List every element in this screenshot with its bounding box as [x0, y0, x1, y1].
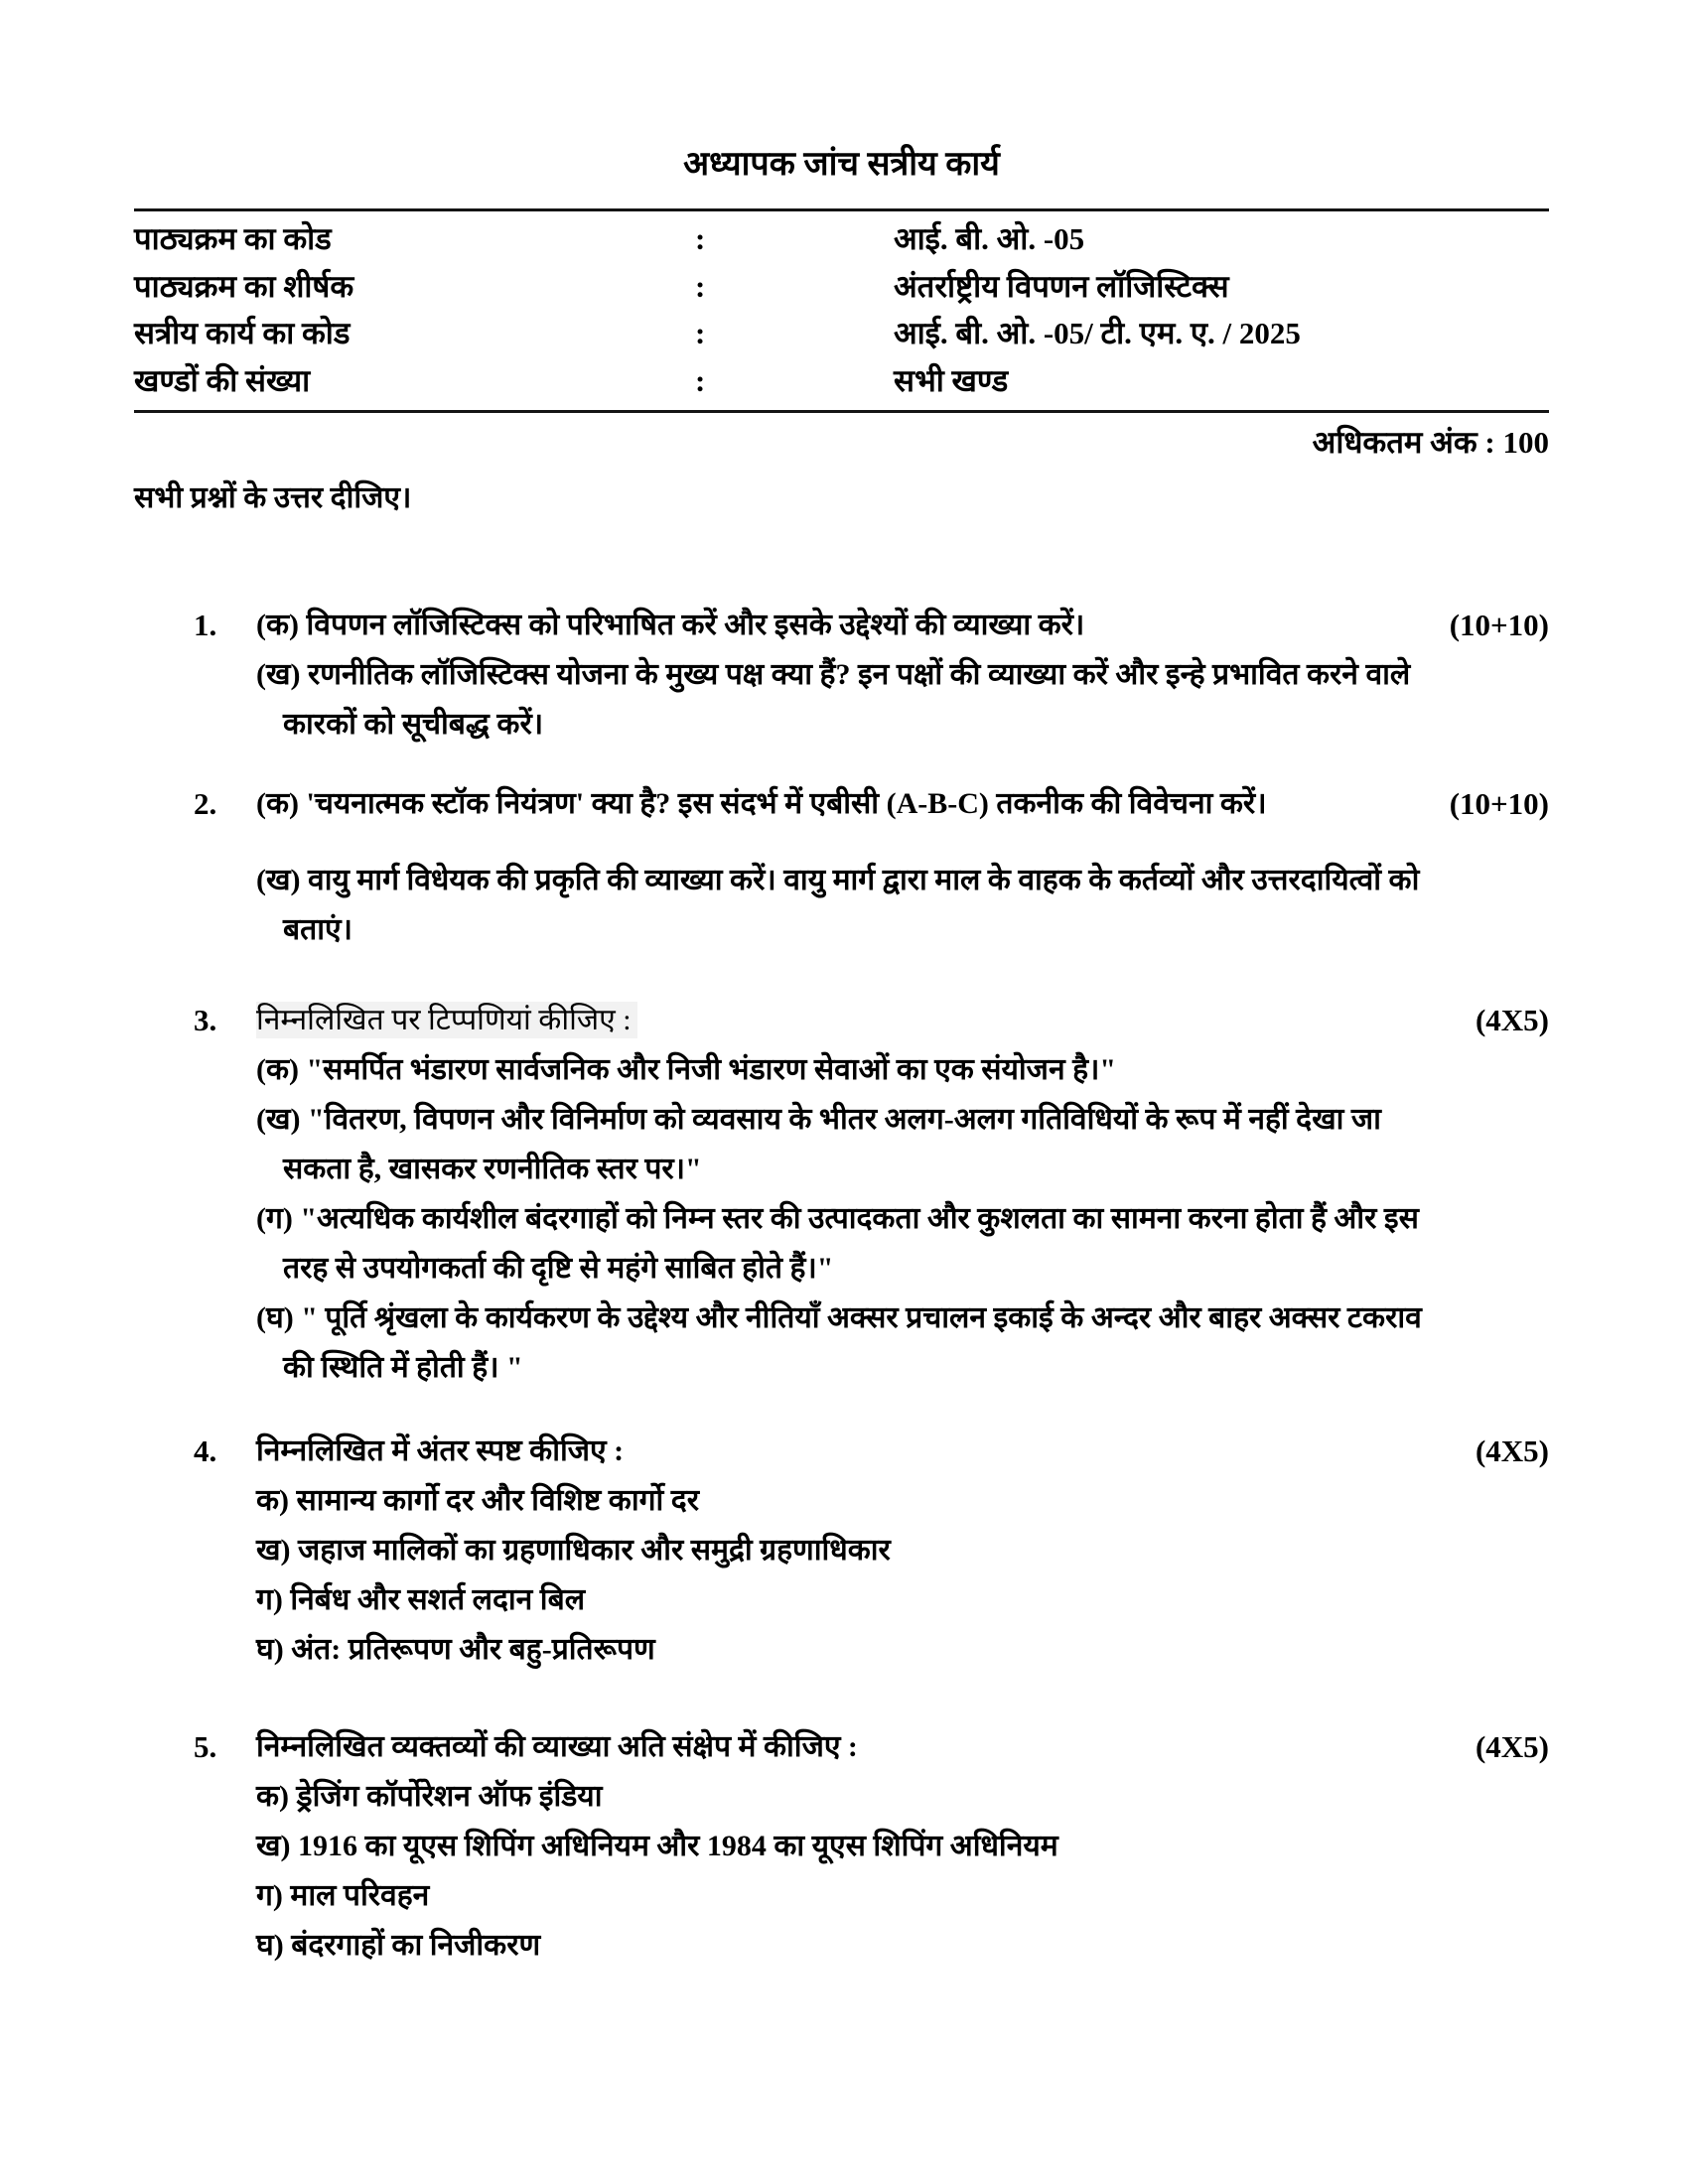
- question-line: [134, 1921, 1549, 1971]
- question-line-text: (ख) वायु मार्ग विधेयक की प्रकृति की व्याख्या करें। वायु मार्ग द्वारा माल के वाहक के कर्तव्यों और उत्तरदायित्वों को: [256, 864, 1420, 896]
- question-line-text: निम्नलिखित में अंतर स्पष्ट कीजिए :: [256, 1434, 625, 1467]
- question-block: [134, 779, 1549, 955]
- question-line-text: (ग) "अत्यधिक कार्यशील बंदरगाहों को निम्न स्तर की उत्पादकता और कुशलता का सामना करना होता हैं और इस: [256, 1202, 1419, 1235]
- question-line-text: तरह से उपयोगकर्ता की दृष्टि से महंगे साबित होते हैं।": [283, 1252, 834, 1285]
- question-line: [134, 1145, 1549, 1194]
- question-line-text: बताएं।: [283, 913, 352, 946]
- question-line-text: (घ) " पूर्ति श्रृंखला के कार्यकरण के उद्देश्य और नीतियाँ अक्सर प्रचालन इकाई के अन्दर और बाहर अक्सर टकराव: [256, 1301, 1422, 1334]
- question-line-text: (क) 'चयनात्मक स्टॉक नियंत्रण' क्या है? इस संदर्भ में एबीसी (A-B-C) तकनीक की विवेचना करें।: [256, 787, 1267, 820]
- question-line-text: की स्थिति में होती हैं। ": [283, 1351, 523, 1384]
- question-line: [134, 1244, 1549, 1294]
- question-line: [134, 905, 1549, 955]
- question-line-text: ख) 1916 का यूएस शिपिंग अधिनियम और 1984 का यूएस शिपिंग अधिनियम: [256, 1830, 1058, 1862]
- question-block: [134, 1427, 1549, 1675]
- course-info-separator: :: [695, 268, 706, 304]
- question-line: [134, 1822, 1549, 1871]
- question-line-text: घ) बंदरगाहों का निजीकरण: [256, 1929, 541, 1962]
- course-info-label: पाठ्यक्रम का शीर्षक: [134, 268, 354, 304]
- question-line: [134, 1427, 1549, 1476]
- course-info-row: [134, 357, 1549, 405]
- max-marks-label: अधिकतम अंक : 100: [1312, 425, 1549, 460]
- question-line: [134, 601, 1549, 650]
- question-line: [134, 856, 1549, 905]
- questions-list: [134, 601, 1549, 1971]
- question-line-text: कारकों को सूचीबद्ध करें।: [283, 708, 544, 741]
- course-info-separator: :: [695, 316, 706, 350]
- question-number: 4.: [194, 1433, 217, 1468]
- question-line: [134, 1343, 1549, 1393]
- question-marks: (10+10): [1449, 786, 1549, 821]
- course-info-row: [134, 215, 1549, 263]
- question-line: [134, 1045, 1549, 1095]
- question-line: [134, 996, 1549, 1045]
- question-line-text: ग) माल परिवहन: [256, 1879, 430, 1912]
- question-line: [134, 1575, 1549, 1625]
- question-line-text: (ख) "वितरण, विपणन और विनिर्माण को व्यवसाय के भीतर अलग-अलग गतिविधियों के रूप में नहीं देखा जा: [256, 1103, 1381, 1136]
- question-line: [134, 1772, 1549, 1822]
- question-line: [134, 1722, 1549, 1772]
- course-info-label: खण्डों की संख्या: [134, 362, 311, 398]
- question-line: [134, 1294, 1549, 1343]
- answer-all-instruction: सभी प्रश्नों के उत्तर दीजिए।: [134, 481, 412, 514]
- question-block: [134, 996, 1549, 1393]
- course-info-table: [134, 211, 1549, 404]
- question-line: [134, 1526, 1549, 1575]
- question-number: 1.: [194, 608, 217, 642]
- question-number: 5.: [194, 1729, 217, 1764]
- course-info-value: आई. बी. ओ. -05/ टी. एम. ए. / 2025: [894, 316, 1301, 350]
- question-marks: (10+10): [1449, 608, 1549, 642]
- question-line: [134, 779, 1549, 829]
- question-line-text: निम्नलिखित पर टिप्पणियां कीजिए :: [256, 1002, 637, 1038]
- question-number: 3.: [194, 1003, 217, 1037]
- course-info-separator: :: [695, 362, 706, 398]
- course-info-value: अंतर्राष्ट्रीय विपणन लॉजिस्टिक्स: [894, 268, 1229, 304]
- question-line-text: क) सामान्य कार्गो दर और विशिष्ट कार्गो दर: [256, 1484, 699, 1517]
- question-line-text: (ख) रणनीतिक लॉजिस्टिक्स योजना के मुख्य पक्ष क्या हैं? इन पक्षों की व्याख्या करें और इन्हे प्रभावित करने वाले: [256, 658, 1411, 691]
- question-marks: (4X5): [1475, 1003, 1549, 1037]
- question-block: [134, 1722, 1549, 1971]
- question-line: [134, 1194, 1549, 1244]
- course-info-separator: :: [695, 221, 706, 256]
- course-info-value: आई. बी. ओ. -05: [894, 221, 1085, 256]
- course-info-value: सभी खण्ड: [894, 362, 1009, 398]
- question-line-text: (क) "समर्पित भंडारण सार्वजनिक और निजी भंडारण सेवाओं का एक संयोजन है।": [256, 1053, 1117, 1086]
- divider-bottom: [134, 410, 1549, 413]
- course-info-label: सत्रीय कार्य का कोड: [134, 316, 351, 350]
- question-marks: (4X5): [1475, 1433, 1549, 1468]
- question-line-text: (क) विपणन लॉजिस्टिक्स को परिभाषित करें और इसके उद्देश्यों की व्याख्या करें।: [256, 609, 1085, 641]
- question-line: [134, 700, 1549, 750]
- question-line-text: घ) अंत: प्रतिरूपण और बहु-प्रतिरूपण: [256, 1633, 655, 1666]
- question-line: [134, 1871, 1549, 1921]
- course-info-label: पाठ्यक्रम का कोड: [134, 221, 332, 256]
- question-number: 2.: [194, 786, 217, 821]
- question-line-text: सकता है, खासकर रणनीतिक स्तर पर।": [283, 1153, 702, 1185]
- course-info-row: [134, 310, 1549, 357]
- question-block: [134, 601, 1549, 750]
- question-line-text: ग) निर्बध और सशर्त लदान बिल: [256, 1583, 586, 1616]
- question-line: [134, 1625, 1549, 1675]
- page-title: अध्यापक जांच सत्रीय कार्य: [683, 146, 1000, 183]
- question-line-text: निम्नलिखित व्यक्तव्यों की व्याख्या अति संक्षेप में कीजिए :: [256, 1730, 858, 1763]
- question-line-text: क) ड्रेजिंग कॉर्पोरेशन ऑफ इंडिया: [256, 1780, 603, 1813]
- question-line: [134, 1095, 1549, 1145]
- question-line: [134, 650, 1549, 700]
- question-line: [134, 1476, 1549, 1526]
- question-marks: (4X5): [1475, 1729, 1549, 1764]
- course-info-row: [134, 263, 1549, 311]
- question-line-text: ख) जहाज मालिकों का ग्रहणाधिकार और समुद्री ग्रहणाधिकार: [256, 1534, 891, 1567]
